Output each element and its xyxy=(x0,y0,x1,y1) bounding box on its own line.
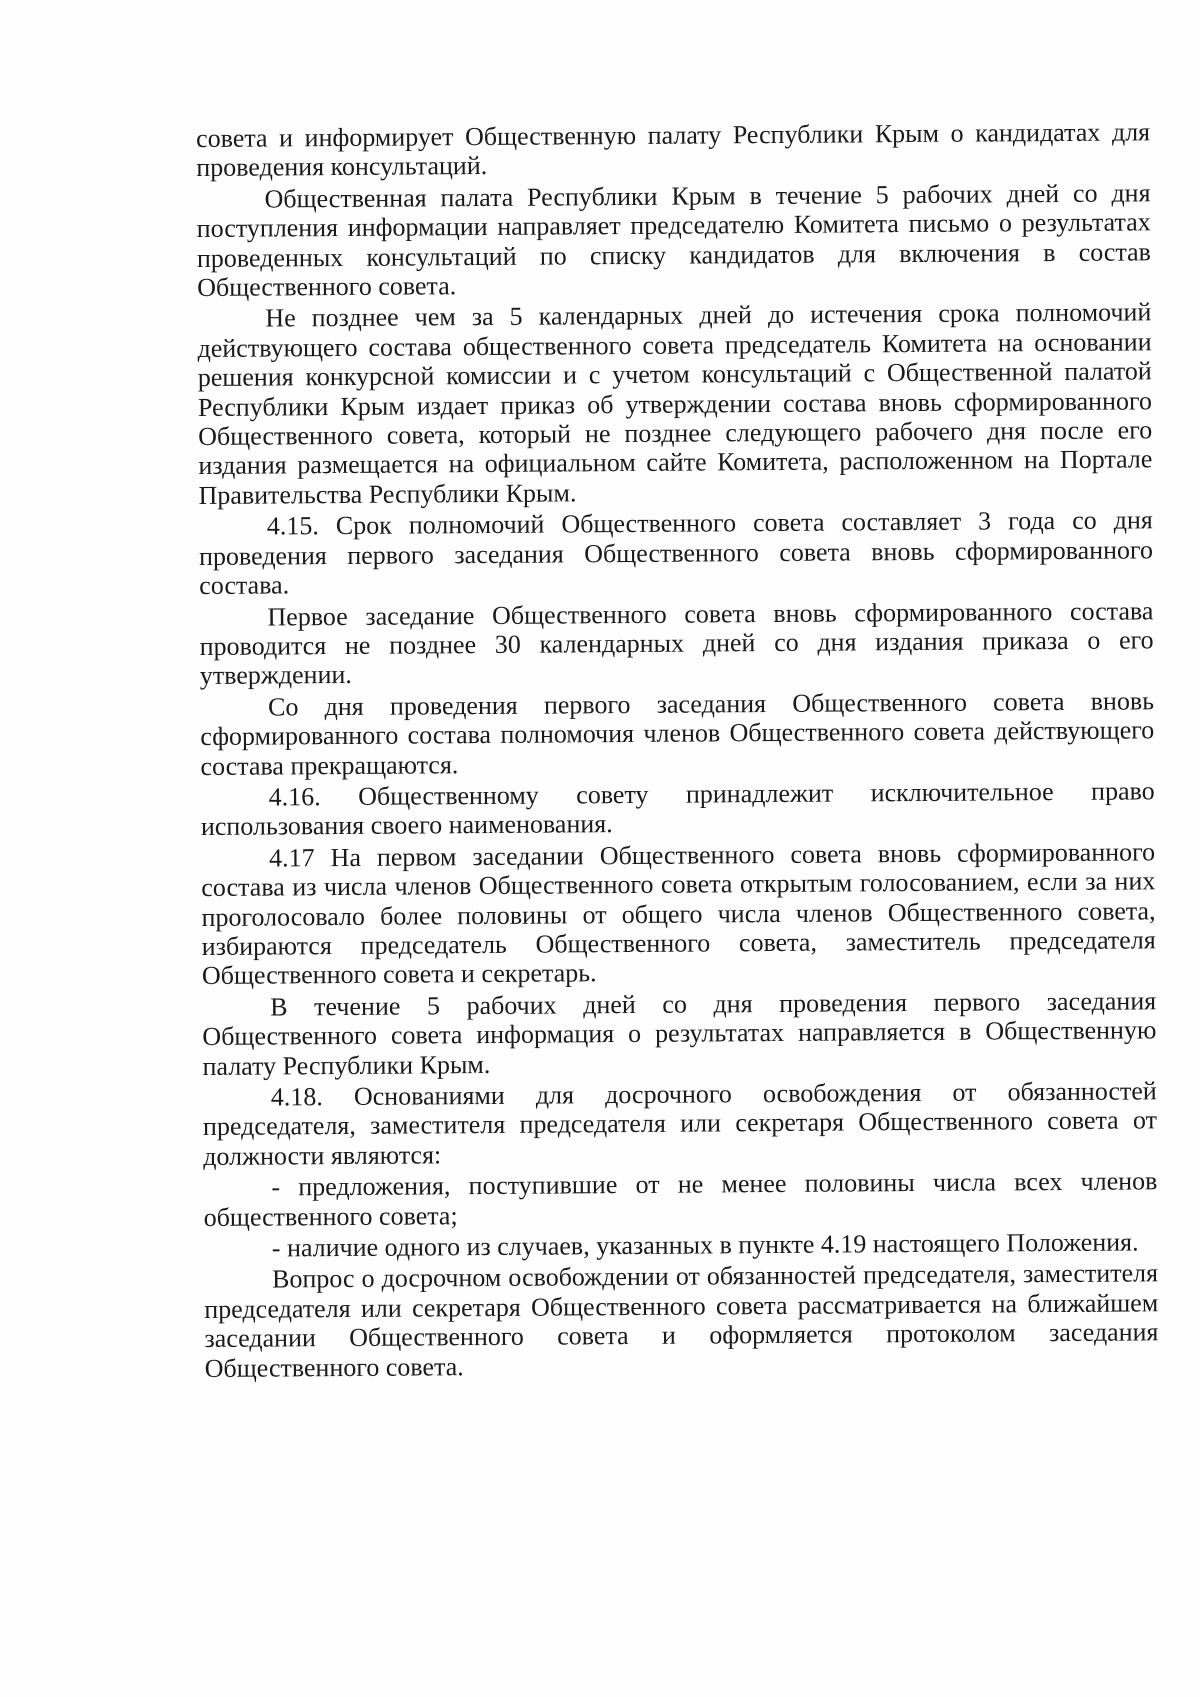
paragraph-2: Общественная палата Республики Крым в течение 5 рабочих дней со дня поступления информации направляет председателю Комитета письмо о результатах проведенных консультаций по списку кандидатов для включения в состав Общественного совета. xyxy=(196,178,1152,303)
paragraph-3: Не позднее чем за 5 календарных дней до истечения срока полномочий действующего состава общественного совета председатель Комитета на основании решения конкурсной комиссии и с учетом консультаций с Общественной палатой Республики Крым издает приказ об утверждении состава вновь сформированного Общественного совета, который не позднее следующего рабочего дня после его издания размещается на официальном сайте Комитета, расположенном на Портале Правительства Республики Крым. xyxy=(197,297,1153,510)
paragraph-9: В течение 5 рабочих дней со дня проведения первого заседания Общественного совета информация о результатах направляется в Общественную палату Республики Крым. xyxy=(202,986,1157,1081)
paragraph-10: 4.18. Основаниями для досрочного освобождения от обязанностей председателя, заместителя председателя или секретаря Общественного совета от должности являются: xyxy=(202,1076,1158,1171)
paragraph-7: 4.16. Общественному совету принадлежит исключительное право использования своего наименования. xyxy=(200,776,1155,842)
paragraph-1: совета и информирует Общественную палату Республики Крым о кандидатах для проведения консультаций. xyxy=(196,117,1151,183)
paragraph-13: Вопрос о досрочном освобождении от обязанностей председателя, заместителя председателя или секретаря Общественного совета рассматривается на ближайшем заседании Общественного совета и оформляется протоколом заседания Общественного совета. xyxy=(204,1258,1159,1383)
paragraph-12: - наличие одного из случаев, указанных в пункте 4.19 настоящего Положения. xyxy=(271,1227,1139,1263)
paragraph-6: Со дня проведения первого заседания Общественного совета вновь сформированного состава полномочия членов Общественного совета действующего состава прекращаются. xyxy=(200,686,1155,781)
document-body xyxy=(196,117,1159,1385)
paragraph-8: 4.17 На первом заседании Общественного совета вновь сформированного состава из числа членов Общественного совета открытым голосованием, если за них проголосовало более половины от общего числа членов Общественного совета, избираются председатель Общественного совета, заместитель председателя Общественного совета и секретарь. xyxy=(201,837,1156,991)
paragraph-11: - предложения, поступившие от не менее половины числа всех членов общественного совета; xyxy=(203,1166,1158,1232)
paragraph-4: 4.15. Срок полномочий Общественного совета составляет 3 года со дня проведения первого заседания Общественного совета вновь сформированного состава. xyxy=(198,505,1154,601)
paragraph-5: Первое заседание Общественного совета вновь сформированного состава проводится не позднее 30 календарных дней со дня издания приказа о его утверждении. xyxy=(199,595,1154,691)
